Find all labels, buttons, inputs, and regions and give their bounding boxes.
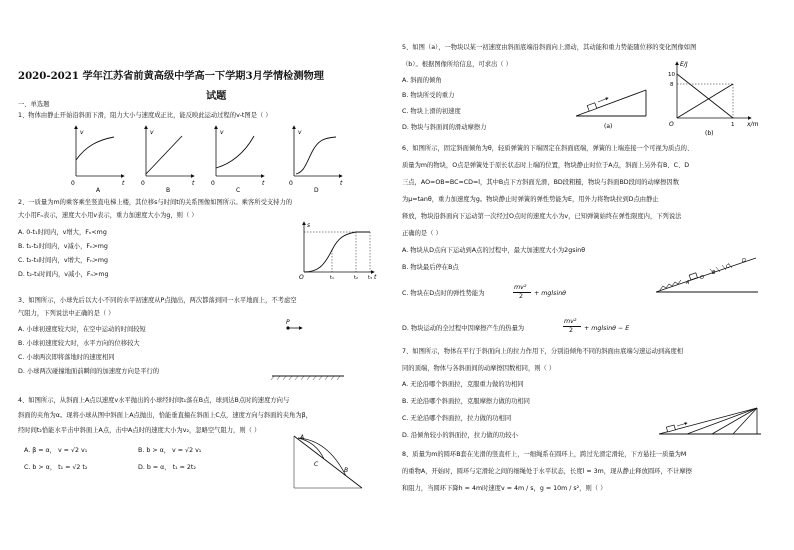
q1-graphs (18, 122, 390, 192)
q3-figure (268, 318, 348, 388)
q5-x1-label: 1 (731, 122, 735, 128)
q6-option-d: D. 物块运动的全过程中因摩擦产生的热量为 (402, 325, 525, 332)
q1c-t-label: t (262, 180, 265, 187)
q6-d-numerator: mv² (564, 318, 577, 325)
q2-option-d: D. t₂-t₃时间内，v减小，Fₙ>mg (18, 271, 109, 278)
q4-option-c: C. b > α， t₁ = √2 t₂ (24, 464, 88, 471)
q7-option-b: B. 无论沿哪个斜面拉，克服摩擦力做的功相同 (402, 398, 530, 405)
q3-option-b: B. 小球初速度较大时，水平方向的位移较大 (18, 340, 140, 347)
q8-stem-2: 的重物A，开始时，圆环与定滑轮之间的细绳处于水平状态，长度l = 3m，现从静止释放圆环，不计摩擦 (402, 468, 692, 475)
q7-option-c: C. 无论沿哪个斜面拉，拉力做的功相同 (402, 415, 512, 422)
q4-option-d: D. b = α， t₁ = 2t₂ (138, 464, 196, 471)
q5-option-a: A. 斜面的倾角 (402, 77, 442, 84)
q4-option-b: B. b > α， v = √2 v₁ (138, 447, 202, 454)
q5-stem-2: （b）。根据图像所给信息，可求出（ ） (402, 61, 512, 68)
q1b-v-label: v (150, 129, 154, 136)
q6-option-b: B. 物块最后停在B点 (402, 264, 459, 271)
q1-option-c: C (236, 187, 241, 194)
q2-option-c: C. t₂-t₃时间内，v增大，Fₙ>mg (18, 257, 109, 264)
q5-fig-b-label: (b) (705, 130, 714, 137)
q6-stem-4: 为μ=tanθ，重力加速度为g。物块静止时弹簧的弹性势能为E，用外力将物块拉到D点由静止 (402, 196, 659, 203)
q3-option-a: A. 小球初速度较大时，在空中运动的时间较短 (18, 326, 146, 333)
q6-d-denominator: 2 (569, 327, 574, 334)
q6-stem-5: 释放，物块沿斜面向下运动第一次经过O点时的速度大小为v，已知弹簧始终在弹性限度内，下列说法 (402, 213, 682, 220)
q6-c-denominator: 2 (519, 293, 524, 300)
q5-y1-label: 10 (668, 72, 675, 78)
q5-origin: O (669, 121, 674, 128)
q2-graph (298, 220, 378, 280)
q4-stem-1: 4、如图所示，从斜面上A点以速度v水平抛出的小球经时间t₁落在B点，球到达B点时的速度方向与 (18, 397, 290, 404)
q2-t2-label: t₂ (354, 275, 358, 281)
q7-option-a: A. 无论沿哪个斜面拉，克服重力做的功相同 (402, 381, 524, 388)
q1-graph-a (71, 126, 125, 194)
q7-option-d: D. 沿倾角较小的斜面拉，拉力做的功较小 (402, 432, 518, 439)
q6-c-numerator: mv² (514, 284, 527, 291)
q1a-v-label: v (80, 129, 84, 136)
q5-figure-a (574, 86, 654, 131)
q6-option-c: C. 物块在D点时的弹性势能为 (402, 290, 485, 297)
q7-stem-2: 同的顶端，物体与各斜面间的动摩擦因数相同，则（ ） (402, 365, 556, 372)
q6-c-tail: + mglsinθ (534, 290, 567, 297)
q6-label-d: D (742, 258, 746, 264)
q3-option-c: C. 小球两次即将落地时的速度相同 (18, 354, 115, 361)
q5-option-b: B. 物块所受的重力 (402, 92, 455, 99)
q1-stem: 1、物体由静止开始沿斜面下滑，阻力大小与速度成正比，能反映此运动过程的v-t图是（ ） (18, 112, 272, 119)
q5-y-label: E/J (680, 61, 688, 68)
q2-t1-label: t₁ (330, 275, 334, 281)
q5-graph-b (667, 58, 757, 138)
q2-stem-2: 大小用Fₙ表示，速度大小用v表示，重力加速度大小为g，则（ ） (18, 212, 198, 219)
q1-option-a: A (96, 187, 101, 194)
q1d-v-label: v (298, 129, 302, 136)
q6-stem-6: 正确的是（ ） (402, 230, 442, 237)
q8-stem-1: 8、质量为m的圆环B套在光滑的竖直杆上，一细绳系在圆环上，跨过光滑定滑轮，下方悬挂一质量为M (402, 451, 687, 458)
q4-label-b: B (344, 467, 349, 474)
q6-label-a: A (686, 280, 690, 286)
q4-option-a: A. β = α， v = √2 v₁ (24, 447, 88, 454)
q5-y2-label: 8 (670, 82, 674, 88)
q6-d-tail: + mglsinθ − E (584, 325, 630, 332)
q2-t-label: t (374, 274, 377, 281)
q4-stem-2: 斜面的夹角为α。现将小球从图中斜面上A点抛出，恰能垂直撞在斜面上C点，速度方向与斜面的夹角为β， (18, 412, 312, 419)
q1-option-d: D (314, 187, 319, 194)
section-heading: 一、单选题 (18, 101, 50, 108)
q1-graph-b (141, 126, 195, 194)
q6-stem-2: 质量为m的物块，O点是弹簧处于原长状态时上端的位置，物块静止时位于A点，斜面上另外有B、C、D (402, 162, 690, 169)
q6-figure (654, 252, 764, 302)
q5-stem-1: 5、如图（a），一物块以某一初速度由斜面底端沿斜面向上滑动，其动能和重力势能随位移的变化图像如图 (402, 44, 697, 51)
q5-option-c: C. 物块上滑的初速度 (402, 108, 461, 115)
q1-graph-c (211, 126, 265, 194)
q2-t3-label: t₃ (368, 275, 372, 281)
q1d-t-label: t (340, 180, 343, 187)
q1a-t-label: t (122, 180, 125, 187)
q4-figure (288, 432, 368, 494)
q1c-origin: 0 (211, 180, 215, 187)
q7-stem-1: 7、如图所示，物体在平行于斜面向上的拉力作用下，分别沿倾角不同的斜面由底端匀速运动到高度相 (402, 348, 684, 355)
q5-fig-a-label: (a) (604, 123, 613, 130)
q1d-origin: 0 (289, 180, 293, 187)
q4-stem-3: 经时间t₂恰能水平击中斜面上A点，击中A点时的速度大小为v₂，忽略空气阻力，则（ ） (18, 427, 261, 434)
q1b-origin: 0 (141, 180, 145, 187)
q3-stem-1: 3、如图所示，小球先后以大小不同的水平初速度从P点抛出，两次都落到同一水平地面上，不考虑空 (18, 297, 297, 304)
q6-label-b: B (712, 270, 716, 276)
q8-stem-3: 和阻力，当圆环下降h = 4m时速度v = 4m / s，g = 10m / s²，则（ ） (402, 485, 607, 492)
q6-option-a: A. 物块从D点向下运动到A点的过程中，最大加速度大小为2gsinθ (402, 247, 586, 254)
q2-origin: O (299, 274, 304, 281)
q1b-t-label: t (192, 180, 195, 187)
q2-s-label: s (307, 222, 311, 229)
q2-option-a: A. 0-t₁时间内，v增大，Fₙ<mg (18, 229, 107, 236)
q7-figure (657, 404, 767, 444)
q6-label-o: O (700, 275, 704, 281)
q3-option-d: D. 小球两次碰撞地面前瞬间的加速度方向是平行的 (18, 368, 160, 375)
q2-stem-1: 2、一质量为m的乘客乘坐竖直电梯上楼，其位移s与时间t的关系图像如图所示。乘客所受支持力的 (18, 199, 293, 206)
q2-option-b: B. t₁-t₂时间内，v减小，Fₙ>mg (18, 243, 108, 250)
q5-option-d: D. 物块与斜面间的滑动摩擦力 (402, 124, 487, 131)
q6-stem-1: 6、如图所示，固定斜面倾角为θ，轻质弹簧的下端固定在斜面底端，弹簧的上端连接一个可视为质点的、 (402, 145, 694, 152)
q1c-v-label: v (220, 129, 224, 136)
q1-option-b: B (166, 187, 171, 194)
q6-stem-3: 三点，AO=OB=BC=CD=l，其中B点下方斜面光滑，BD段粗糙，物块与斜面BD段间的动摩擦因数 (402, 179, 679, 186)
q3-point-label: P (286, 319, 290, 326)
q3-stem-2: 气阻力，下列说法中正确的是（ ） (18, 310, 115, 317)
q4-label-c: C (314, 461, 319, 468)
q5-x-label: x/m (747, 121, 759, 128)
q1-graph-d (289, 126, 343, 194)
q1a-origin: 0 (71, 180, 75, 187)
exam-title-line1: 2020-2021 学年江苏省前黄高级中学高一下学期3月学情检测物理 (18, 70, 324, 82)
q4-label-a: A (300, 434, 305, 441)
q6-label-c: C (726, 264, 730, 270)
exam-title-line2: 试题 (206, 90, 227, 102)
